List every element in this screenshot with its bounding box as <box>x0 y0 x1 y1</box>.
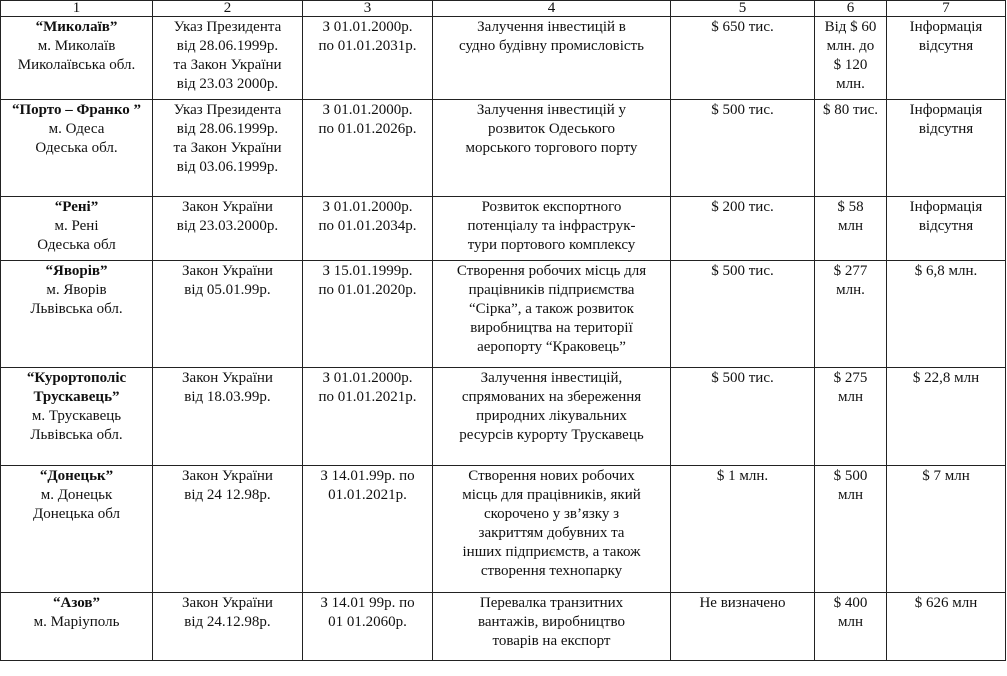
legal-basis-line: Закон України <box>182 263 273 279</box>
volume-cell <box>815 100 887 197</box>
term-cell <box>303 368 433 466</box>
purpose-line: природних лікувальних <box>476 408 627 424</box>
column-header: 1 <box>1 1 153 17</box>
legal-basis-line: Закон України <box>182 468 273 484</box>
column-header: 6 <box>815 1 887 17</box>
purpose-line: скорочено у зв’язку з <box>483 506 620 522</box>
zone-place-line: м. Донецьк <box>40 487 113 503</box>
investment-cell: $ 200 тис. <box>671 197 815 261</box>
legal-basis-cell <box>153 17 303 100</box>
legal-basis-line: від 24.12.98р. <box>184 614 271 630</box>
zone-cell <box>1 100 153 197</box>
zone-place-line: м. Одеса <box>48 121 105 137</box>
table-row <box>1 261 1006 368</box>
table-row <box>1 593 1006 661</box>
purpose-line: виробництва на території <box>470 320 633 336</box>
table-row <box>1 100 1006 197</box>
purpose-cell <box>433 368 671 466</box>
actual-line: Інформація <box>909 19 983 35</box>
volume-line: $ 58 <box>837 199 864 215</box>
volume-cell <box>815 197 887 261</box>
legal-basis-line: Указ Президента <box>173 19 282 35</box>
purpose-line: розвиток Одеського <box>487 121 616 137</box>
purpose-cell <box>433 466 671 593</box>
table-row <box>1 466 1006 593</box>
purpose-line: “Сірка”, а також розвиток <box>469 301 634 317</box>
legal-basis-line: від 05.01.99р. <box>184 282 271 298</box>
purpose-line: Розвиток експортного <box>481 199 622 215</box>
term-line: 01.01.2021р. <box>328 487 407 503</box>
investment-cell: Не визначено <box>671 593 815 661</box>
zone-place-line: Донецька обл <box>33 506 120 522</box>
zone-cell <box>1 466 153 593</box>
purpose-cell <box>433 100 671 197</box>
volume-cell <box>815 261 887 368</box>
purpose-line: Залучення інвестицій у <box>476 102 627 118</box>
volume-line: млн <box>837 487 863 503</box>
investment-cell: $ 500 тис. <box>671 100 815 197</box>
term-cell <box>303 466 433 593</box>
purpose-line: Створення нових робочих <box>468 468 635 484</box>
legal-basis-cell <box>153 593 303 661</box>
volume-line: $ 400 <box>833 595 868 611</box>
purpose-line: тури портового комплексу <box>467 237 636 253</box>
legal-basis-line: та Закон України <box>173 57 282 73</box>
table-row <box>1 197 1006 261</box>
term-cell <box>303 261 433 368</box>
legal-basis-cell <box>153 197 303 261</box>
purpose-line: спрямованих на збереження <box>461 389 642 405</box>
purpose-line: Створення робочих місць для <box>456 263 647 279</box>
term-line: 01 01.2060р. <box>328 614 407 630</box>
zone-place-line: Львівська обл. <box>30 427 123 443</box>
legal-basis-line: від 28.06.1999р. <box>176 38 279 54</box>
zone-name: “Рені” <box>54 199 99 215</box>
zone-place-line: Одеська обл. <box>35 140 118 156</box>
purpose-line: ресурсів курорту Трускавець <box>459 427 644 443</box>
legal-basis-line: від 18.03.99р. <box>184 389 271 405</box>
term-cell <box>303 593 433 661</box>
term-line: по 01.01.2021р. <box>318 389 417 405</box>
actual-cell <box>887 100 1006 197</box>
actual-line: $ 22,8 млн <box>912 370 980 386</box>
purpose-cell <box>433 197 671 261</box>
legal-basis-cell <box>153 100 303 197</box>
zone-cell <box>1 197 153 261</box>
volume-line: $ 277 <box>833 263 868 279</box>
term-cell <box>303 197 433 261</box>
actual-cell <box>887 197 1006 261</box>
term-line: З 14.01 99р. по <box>320 595 415 611</box>
table-row <box>1 368 1006 466</box>
term-line: по 01.01.2026р. <box>318 121 417 137</box>
legal-basis-line: та Закон України <box>173 140 282 156</box>
actual-cell <box>887 593 1006 661</box>
purpose-line: інших підприємств, а також <box>462 544 641 560</box>
legal-basis-cell <box>153 466 303 593</box>
purpose-line: Перевалка транзитних <box>479 595 624 611</box>
purpose-line: судно будівну промисловість <box>459 38 644 54</box>
legal-basis-line: від 03.06.1999р. <box>176 159 279 175</box>
investment-cell: $ 1 млн. <box>671 466 815 593</box>
volume-cell <box>815 466 887 593</box>
term-cell <box>303 17 433 100</box>
zone-place-line: Миколаївська обл. <box>17 57 136 73</box>
legal-basis-line: від 23.03 2000р. <box>176 76 279 92</box>
volume-line: $ 120 <box>833 57 868 73</box>
legal-basis-cell <box>153 261 303 368</box>
volume-line: млн. <box>836 76 865 92</box>
legal-basis-line: від 28.06.1999р. <box>176 121 279 137</box>
volume-line: $ 500 <box>833 468 868 484</box>
actual-line: $ 7 млн <box>922 468 970 484</box>
zone-place-line: Одеська обл <box>37 237 116 253</box>
actual-line: $ 626 млн <box>914 595 978 611</box>
term-line: З 01.01.2000р. <box>322 199 413 215</box>
purpose-line: морського торгового порту <box>465 140 638 156</box>
legal-basis-line: Закон України <box>182 370 273 386</box>
volume-cell <box>815 593 887 661</box>
purpose-line: товарів на експорт <box>492 633 611 649</box>
term-line: по 01.01.2031р. <box>318 38 417 54</box>
actual-line: $ 6,8 млн. <box>914 263 978 279</box>
legal-basis-line: від 24 12.98р. <box>184 487 271 503</box>
purpose-cell <box>433 593 671 661</box>
column-header: 2 <box>153 1 303 17</box>
term-line: по 01.01.2034р. <box>318 218 417 234</box>
actual-cell <box>887 368 1006 466</box>
term-line: З 01.01.2000р. <box>322 370 413 386</box>
zone-place-line: м. Маріуполь <box>33 614 120 630</box>
purpose-line: створення технопарку <box>480 563 623 579</box>
legal-basis-line: від 23.03.2000р. <box>176 218 279 234</box>
volume-line: Від $ 60 <box>824 19 877 35</box>
volume-line: млн <box>837 389 863 405</box>
volume-cell <box>815 368 887 466</box>
volume-line: млн. до <box>826 38 875 54</box>
zone-cell <box>1 17 153 100</box>
investment-cell: $ 500 тис. <box>671 368 815 466</box>
zone-name: “Донецьк” <box>39 468 114 484</box>
actual-line: відсутня <box>918 218 974 234</box>
zone-name: “Миколаїв” <box>35 19 118 35</box>
purpose-line: закриттям добувних та <box>478 525 625 541</box>
legal-basis-cell <box>153 368 303 466</box>
volume-line: млн. <box>836 282 865 298</box>
column-header: 4 <box>433 1 671 17</box>
purpose-line: Залучення інвестицій, <box>480 370 623 386</box>
term-line: З 01.01.2000р. <box>322 102 413 118</box>
term-line: З 15.01.1999р. <box>322 263 413 279</box>
zone-name: “Азов” <box>53 595 100 611</box>
zone-cell <box>1 261 153 368</box>
header-row <box>1 1 1006 17</box>
purpose-line: місць для працівників, який <box>462 487 641 503</box>
purpose-line: вантажів, виробництво <box>478 614 625 630</box>
purpose-cell <box>433 261 671 368</box>
actual-line: відсутня <box>918 121 974 137</box>
purpose-line: Залучення інвестицій в <box>477 19 626 35</box>
actual-cell <box>887 261 1006 368</box>
zone-name: “Яворів” <box>45 263 108 279</box>
column-header: 5 <box>671 1 815 17</box>
legal-basis-line: Закон України <box>182 199 273 215</box>
purpose-line: потенціалу та інфраструк- <box>467 218 636 234</box>
zone-place-line: м. Миколаїв <box>37 38 116 54</box>
zone-place-line: м. Рені <box>54 218 99 234</box>
zone-place-line: Львівська обл. <box>30 301 123 317</box>
purpose-cell <box>433 17 671 100</box>
investment-cell: $ 650 тис. <box>671 17 815 100</box>
volume-cell <box>815 17 887 100</box>
volume-line: млн <box>837 218 863 234</box>
zone-place-line: м. Трускавець <box>31 408 122 424</box>
zone-cell <box>1 368 153 466</box>
actual-line: Інформація <box>909 102 983 118</box>
term-cell <box>303 100 433 197</box>
volume-line: $ 80 тис. <box>823 102 878 118</box>
column-header: 3 <box>303 1 433 17</box>
legal-basis-line: Указ Президента <box>173 102 282 118</box>
legal-basis-line: Закон України <box>182 595 273 611</box>
actual-cell <box>887 17 1006 100</box>
term-line: З 14.01.99р. по <box>320 468 415 484</box>
column-header: 7 <box>887 1 1006 17</box>
actual-line: Інформація <box>909 199 983 215</box>
zone-place-line: м. Яворів <box>46 282 107 298</box>
term-line: по 01.01.2020р. <box>318 282 417 298</box>
zone-name: “Порто – Франко ” <box>11 102 142 118</box>
zone-name: “Курортополіс Трускавець” <box>26 370 127 405</box>
volume-line: млн <box>837 614 863 630</box>
purpose-line: аеропорту “Краковець” <box>477 339 626 355</box>
table-row <box>1 17 1006 100</box>
zone-cell <box>1 593 153 661</box>
actual-line: відсутня <box>918 38 974 54</box>
actual-cell <box>887 466 1006 593</box>
investment-cell: $ 500 тис. <box>671 261 815 368</box>
purpose-line: працівників підприємства <box>468 282 635 298</box>
volume-line: $ 275 <box>833 370 868 386</box>
term-line: З 01.01.2000р. <box>322 19 413 35</box>
